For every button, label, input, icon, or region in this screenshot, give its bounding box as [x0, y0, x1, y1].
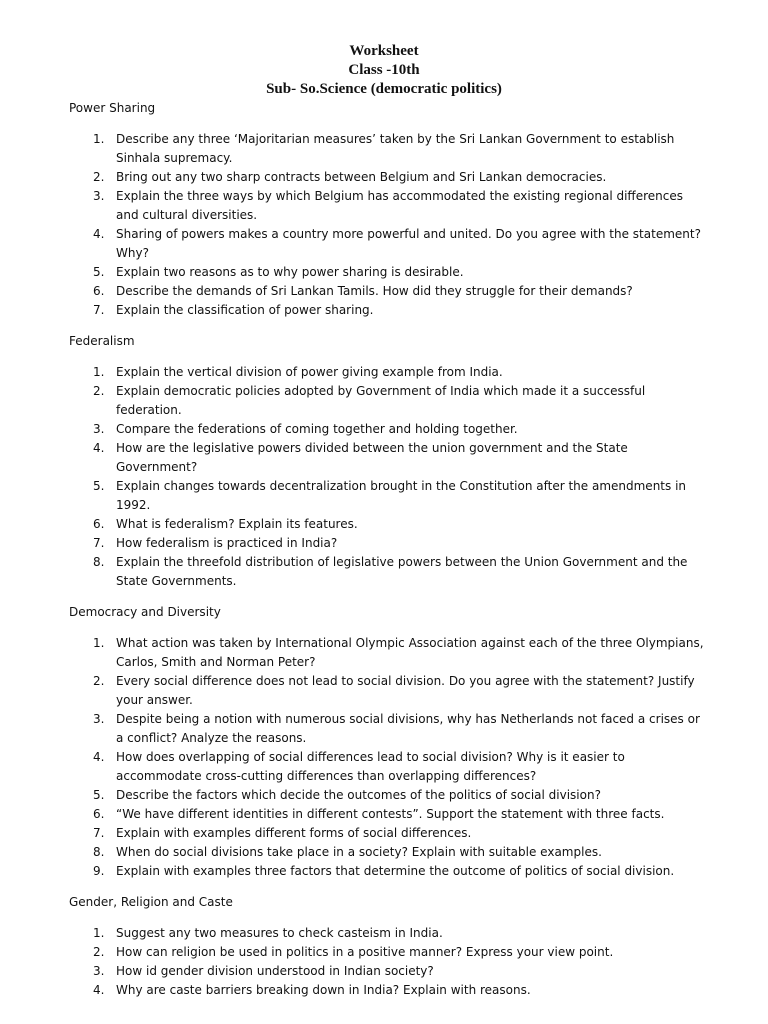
worksheet-header	[0, 42, 768, 99]
question-text: Sharing of powers makes a country more powerful and united. Do you agree with the statement? Why?	[116, 227, 701, 260]
question-text: Describe any three ‘Majoritarian measures’ taken by the Sri Lankan Government to establish Sinhala supremacy.	[116, 132, 675, 165]
question-text: Explain democratic policies adopted by Government of India which made it a successful federation.	[116, 384, 646, 417]
question-number: 6.	[93, 807, 105, 821]
question-item	[69, 130, 709, 168]
question-text: Explain with examples three factors that determine the outcome of politics of social division.	[116, 864, 675, 878]
question-number: 2.	[93, 384, 105, 398]
question-number: 3.	[93, 964, 105, 978]
question-number: 4.	[93, 227, 105, 241]
question-text: Suggest any two measures to check casteism in India.	[116, 926, 443, 940]
question-text: Explain with examples different forms of social differences.	[116, 826, 472, 840]
question-text: How id gender division understood in Indian society?	[116, 964, 434, 978]
question-number: 8.	[93, 845, 105, 859]
question-number: 4.	[93, 983, 105, 997]
question-number: 6.	[93, 284, 105, 298]
question-text: “We have different identities in different contests”. Support the statement with three facts.	[116, 807, 665, 821]
question-item	[69, 282, 709, 301]
question-list	[69, 363, 709, 591]
question-list	[69, 634, 709, 881]
question-item	[69, 515, 709, 534]
question-text: Compare the federations of coming together and holding together.	[116, 422, 518, 436]
question-number: 3.	[93, 189, 105, 203]
question-text: Despite being a notion with numerous social divisions, why has Netherlands not faced a crises or a conflict? Analyze the reasons.	[116, 712, 700, 745]
question-number: 6.	[93, 517, 105, 531]
question-text: How are the legislative powers divided between the union government and the State Government?	[116, 441, 628, 474]
question-number: 1.	[93, 132, 105, 146]
question-item	[69, 382, 709, 420]
question-item	[69, 477, 709, 515]
question-number: 2.	[93, 945, 105, 959]
question-item	[69, 843, 709, 862]
section-title: Democracy and Diversity	[69, 605, 221, 619]
subject-label: Sub- So.Science (democratic politics)	[266, 81, 502, 97]
question-number: 2.	[93, 674, 105, 688]
question-text: Describe the demands of Sri Lankan Tamils. How did they struggle for their demands?	[116, 284, 633, 298]
question-text: Explain the three ways by which Belgium has accommodated the existing regional differences and cultural diversities.	[116, 189, 683, 222]
question-number: 2.	[93, 170, 105, 184]
question-number: 4.	[93, 750, 105, 764]
question-text: Why are caste barriers breaking down in India? Explain with reasons.	[116, 983, 531, 997]
question-text: Explain the threefold distribution of legislative powers between the Union Government and the State Governments.	[116, 555, 688, 588]
question-item	[69, 748, 709, 786]
question-item	[69, 805, 709, 824]
question-text: Explain changes towards decentralization brought in the Constitution after the amendments in 1992.	[116, 479, 687, 512]
question-text: Explain the vertical division of power giving example from India.	[116, 365, 503, 379]
section-title: Gender, Religion and Caste	[69, 895, 233, 909]
question-text: What action was taken by International Olympic Association against each of the three Olympians, Carlos, Smith and Norman Peter?	[116, 636, 704, 669]
question-item	[69, 420, 709, 439]
question-item	[69, 225, 709, 263]
question-text: Describe the factors which decide the outcomes of the politics of social division?	[116, 788, 601, 802]
question-item	[69, 710, 709, 748]
question-text: How does overlapping of social differences lead to social division? Why is it easier to accommodate cross-cutting differences than overlapping differences?	[116, 750, 625, 783]
section-title: Power Sharing	[69, 101, 156, 115]
question-number: 8.	[93, 555, 105, 569]
question-item	[69, 786, 709, 805]
question-number: 7.	[93, 536, 105, 550]
question-item	[69, 862, 709, 881]
section-title: Federalism	[69, 334, 135, 348]
question-number: 1.	[93, 636, 105, 650]
question-number: 5.	[93, 265, 105, 279]
question-number: 9.	[93, 864, 105, 878]
section	[69, 332, 709, 591]
question-text: Explain two reasons as to why power sharing is desirable.	[116, 265, 464, 279]
question-list	[69, 130, 709, 320]
question-text: Bring out any two sharp contracts between Belgium and Sri Lankan democracies.	[116, 170, 607, 184]
question-number: 5.	[93, 788, 105, 802]
question-item	[69, 534, 709, 553]
question-item	[69, 924, 709, 943]
section	[69, 893, 709, 1000]
question-item	[69, 439, 709, 477]
section	[69, 603, 709, 881]
question-item	[69, 301, 709, 320]
question-text: How can religion be used in politics in a positive manner? Express your view point.	[116, 945, 614, 959]
question-number: 7.	[93, 303, 105, 317]
question-item	[69, 168, 709, 187]
section	[69, 99, 709, 320]
question-item	[69, 824, 709, 843]
worksheet-title: Worksheet	[349, 43, 419, 59]
question-number: 1.	[93, 365, 105, 379]
question-number: 3.	[93, 712, 105, 726]
question-item	[69, 943, 709, 962]
class-label: Class -10th	[348, 62, 420, 78]
question-text: What is federalism? Explain its features.	[116, 517, 358, 531]
question-number: 7.	[93, 826, 105, 840]
question-item	[69, 187, 709, 225]
question-number: 1.	[93, 926, 105, 940]
question-item	[69, 363, 709, 382]
question-item	[69, 634, 709, 672]
question-item	[69, 672, 709, 710]
question-item	[69, 962, 709, 981]
question-item	[69, 263, 709, 282]
question-item	[69, 981, 709, 1000]
question-number: 3.	[93, 422, 105, 436]
worksheet-content	[69, 99, 709, 1012]
question-text: Explain the classification of power sharing.	[116, 303, 374, 317]
question-number: 4.	[93, 441, 105, 455]
question-text: When do social divisions take place in a society? Explain with suitable examples.	[116, 845, 602, 859]
question-text: Every social difference does not lead to social division. Do you agree with the statement? Justify your answer.	[116, 674, 695, 707]
question-text: How federalism is practiced in India?	[116, 536, 338, 550]
question-list	[69, 924, 709, 1000]
question-number: 5.	[93, 479, 105, 493]
question-item	[69, 553, 709, 591]
